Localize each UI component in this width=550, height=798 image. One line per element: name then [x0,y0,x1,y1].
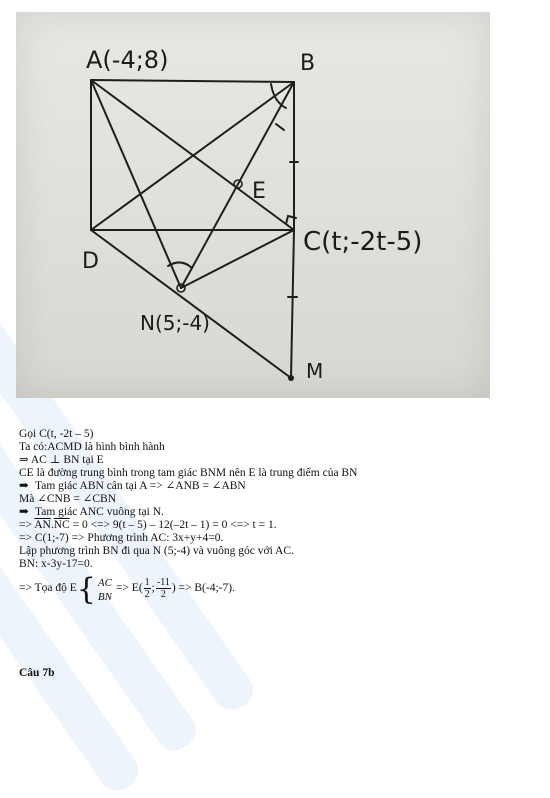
solution-line-9: => C(1;-7) => Phương trình AC: 3x+y+4=0. [19,532,224,544]
coords-E-text: => Tọa độ E [19,581,77,594]
separator: ; [151,581,155,594]
segment-CM [291,230,294,378]
geometry-photo [16,12,490,398]
arrow-icon: ➡ [19,480,29,492]
fraction-1 [144,577,151,600]
label-N: N(5;-4) [140,311,210,335]
solution-line-10: Lập phương trình BN đi qua N (5;-4) và vuông góc với AC. [19,545,294,557]
vector-NC: $\overline{NC}$ [53,519,70,531]
solution-line-6: Mà ∠CNB = ∠CBN [19,493,117,505]
label-A: A(-4;8) [86,46,169,74]
tick-BE [276,124,284,130]
solution-line-7 [19,506,539,519]
label-D: D [82,249,99,274]
solution-line-4: CE là đường trung bình trong tam giác BNM nên E là trung điểm của BN [19,467,358,479]
fraction-2-den: 2 [160,588,166,600]
label-M: M [306,359,324,383]
fraction-1-den: 2 [144,588,150,600]
solution-line-12 [19,571,539,605]
result-E-prefix: => E( [115,581,143,594]
system-brace [76,572,116,607]
fraction-2 [156,577,171,600]
fraction-2-num: -11 [156,576,170,588]
solution-line-5 [19,480,539,493]
point-M [288,375,294,381]
system-top: AC [97,577,112,589]
result-B: ) => B(-4;-7). [171,581,235,594]
solution-line-5-text: Tam giác ABN cân tại A => ∠ANB = ∠ABN [35,480,246,492]
solution-line-2: Ta có:ACMD là hình bình hành [19,441,165,453]
geometry-figure [16,12,490,398]
segment-AB [91,80,294,82]
dot-operator: . [50,519,54,531]
label-E: E [252,179,266,204]
segment-DM [91,230,291,378]
section-heading: Câu 7b [19,667,55,679]
arrow-icon: ➡ [19,506,29,518]
segment-AN [91,80,181,288]
solution-line-3: ⇒ AC ⊥ BN tại E [19,454,104,466]
vector-AN: $\overline{AN}$ [34,519,51,531]
equation-text: = 0 <=> 9(t – 5) – 12(–2t – 1) = 0 <=> t = 1. [69,519,277,531]
system-stack [98,576,112,604]
solution-line-7-text: Tam giác ANC vuông tại N. [35,506,164,518]
implies-text: => [19,519,35,531]
solution-line-11: BN: x-3y-17=0. [19,558,93,570]
fraction-1-num: 1 [144,576,150,588]
brace-icon: { [76,572,96,607]
solution-text [19,428,539,605]
solution-line-8 [19,519,539,532]
solution-line-1: Gọi C(t, -2t – 5) [19,428,94,440]
segment-BN [181,82,294,288]
label-B: B [300,51,316,76]
system-bottom: BN [97,591,112,603]
label-C: C(t;-2t-5) [303,227,423,257]
